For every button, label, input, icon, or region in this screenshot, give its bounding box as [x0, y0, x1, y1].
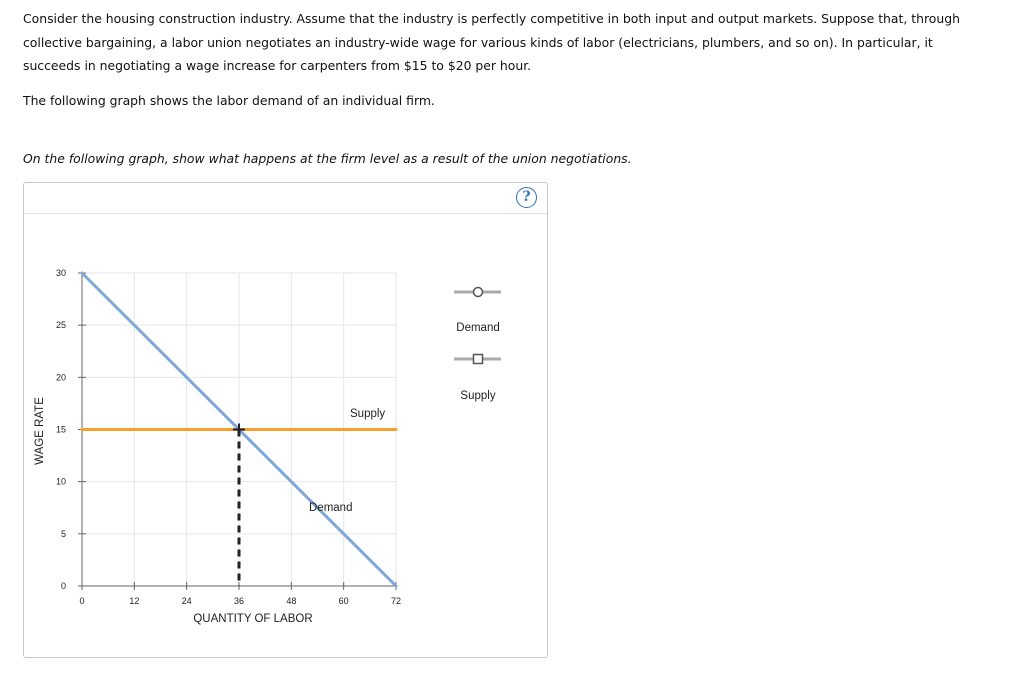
y-tick-label: 25 [55, 320, 66, 331]
legend-demand-label: Demand [456, 322, 500, 334]
graph-instruction: On the following graph, show what happens at the firm level as a result of the union negotiations. [23, 151, 632, 166]
x-tick-label: 72 [390, 596, 402, 606]
legend-demand-circle-icon[interactable] [474, 288, 483, 297]
x-tick-label: 0 [79, 596, 85, 606]
axes [56, 268, 401, 606]
x-tick-label: 24 [181, 596, 192, 606]
y-tick-label: 10 [55, 476, 66, 487]
x-tick-label: 12 [129, 596, 140, 606]
demand-curve-label[interactable]: Demand [309, 502, 353, 514]
labor-market-chart [24, 183, 547, 657]
y-axis-title: WAGE RATE [34, 397, 46, 465]
legend [454, 288, 501, 403]
y-tick-label: 30 [55, 268, 66, 278]
legend-supply-square-icon[interactable] [474, 355, 483, 364]
graph-panel [23, 182, 548, 658]
help-icon[interactable]: ? [516, 187, 537, 208]
y-tick-label: 0 [60, 581, 66, 591]
y-tick-label: 15 [55, 424, 66, 435]
supply-curve-label: Supply [350, 408, 386, 420]
problem-statement: Consider the housing construction industry. Assume that the industry is perfectly competitive in both input and output markets. Suppose that, through collective bargaining, a labor union negotiates an industry-wide wage for various kinds of labor (electricians, plumbers, and so on). In particular, it succeeds in negotiating a wage increase for carpenters from $15 to $20 per hour. [23, 11, 960, 73]
x-tick-label: 48 [286, 596, 297, 606]
legend-supply-label: Supply [460, 390, 496, 402]
y-tick-label: 20 [55, 372, 66, 383]
graph-description: The following graph shows the labor demand of an individual firm. [23, 93, 435, 108]
x-axis-title: QUANTITY OF LABOR [193, 613, 313, 625]
x-tick-label: 36 [233, 596, 245, 606]
x-tick-label: 60 [338, 596, 349, 606]
y-tick-label: 5 [60, 528, 66, 539]
